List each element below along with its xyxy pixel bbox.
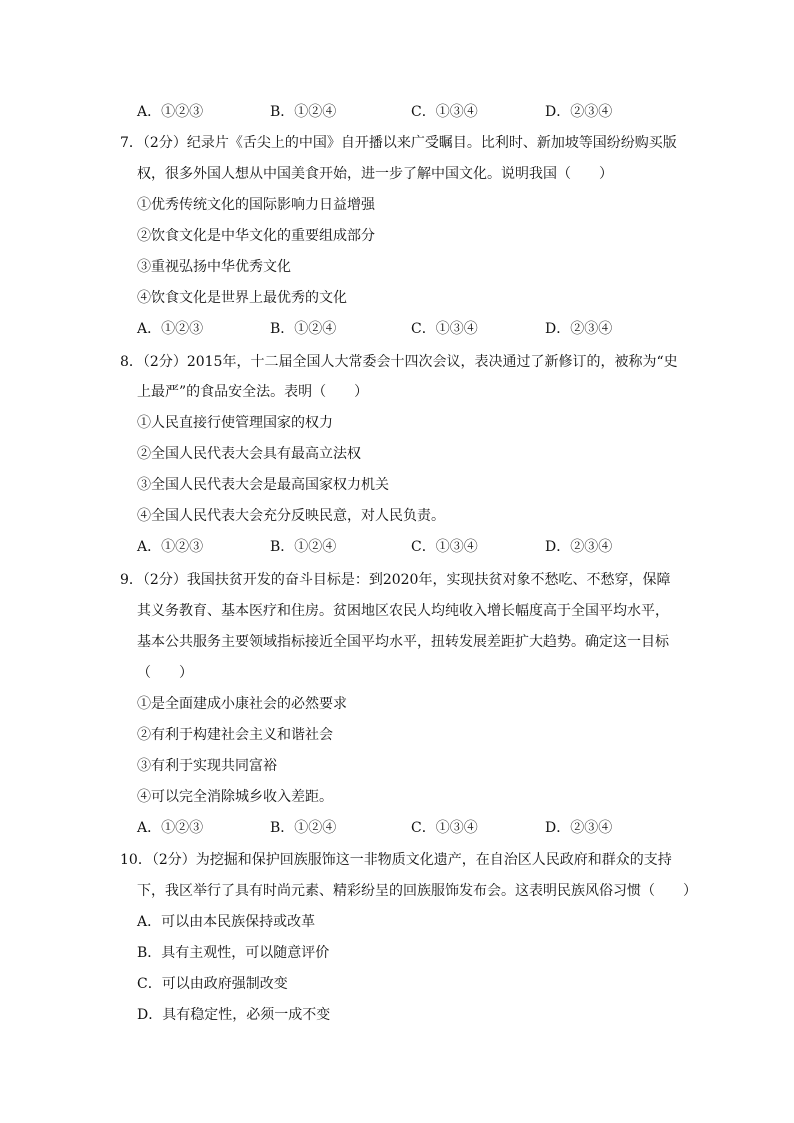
q8-statement-4: ④全国人民代表大会充分反映民意，对人民负责。 [137,508,445,524]
q10-stem-line: 10．（2分）为挖掘和保护回族服饰这一非物质文化遗产，在自治区人民政府和群众的支持 [120,852,672,868]
q7-stem-line: 权，很多外国人想从中国美食开始，进一步了解中国文化。说明我国（ ） [137,166,613,182]
q8-option-b[interactable]: B．①②④ [270,539,337,555]
q8-option-c[interactable]: C．①③④ [411,539,478,555]
q10-choice-a[interactable]: A．可以由本民族保持或改革 [137,914,316,930]
q9-options [137,818,637,838]
q9-option-c[interactable]: C．①③④ [411,820,478,836]
q7-option-b[interactable]: B．①②④ [270,321,337,337]
q10-choice-c[interactable]: C．可以由政府强制改变 [137,976,288,992]
q9-stem-line: 9．（2分）我国扶贫开发的奋斗目标是：到2020年，实现扶贫对象不愁吃、不愁穿，保障 [120,572,671,588]
q6-options [137,102,637,122]
q8-options [137,537,637,557]
q8-stem-line: 8．（2分）2015年，十二届全国人大常委会十四次会议，表决通过了新修订的，被称为“史 [120,354,678,370]
q9-statement-2: ②有利于构建社会主义和谐社会 [137,727,333,743]
q9-statement-3: ③有利于实现共同富裕 [137,758,277,774]
q9-stem-line: （ ） [137,665,193,681]
q10-choice-d[interactable]: D．具有稳定性，必须一成不变 [137,1007,331,1023]
q7-option-c[interactable]: C．①③④ [411,321,478,337]
q9-statement-4: ④可以完全消除城乡收入差距。 [137,789,333,805]
q10-choice-b[interactable]: B．具有主观性，可以随意评价 [137,945,330,961]
q7-statement-2: ②饮食文化是中华文化的重要组成部分 [137,228,375,244]
q7-option-a[interactable]: A．①②③ [137,321,204,337]
q9-stem-line: 基本公共服务主要领域指标接近全国平均水平，扭转发展差距扩大趋势。确定这一目标 [137,634,669,650]
q9-option-b[interactable]: B．①②④ [270,820,337,836]
q8-statement-3: ③全国人民代表大会是最高国家权力机关 [137,477,389,493]
q8-option-d[interactable]: D．②③④ [545,539,613,555]
q9-option-a[interactable]: A．①②③ [137,820,204,836]
q7-option-d[interactable]: D．②③④ [545,321,613,337]
q9-option-d[interactable]: D．②③④ [545,820,613,836]
q6-option-c[interactable]: C．①③④ [411,104,478,120]
q7-statement-3: ③重视弘扬中华优秀文化 [137,259,291,275]
q6-option-a[interactable]: A．①②③ [137,104,204,120]
q9-statement-1: ①是全面建成小康社会的必然要求 [137,696,347,712]
q7-statement-4: ④饮食文化是世界上最优秀的文化 [137,290,347,306]
q7-options [137,319,637,339]
q6-option-b[interactable]: B．①②④ [270,104,337,120]
q10-stem-line: 下，我区举行了具有时尚元素、精彩纷呈的回族服饰发布会。这表明民族风俗习惯（ ） [137,883,697,899]
q7-stem-line: 7．（2分）纪录片《舌尖上的中国》自开播以来广受瞩目。比利时、新加坡等国纷纷购买版 [120,135,677,151]
q8-statement-2: ②全国人民代表大会具有最高立法权 [137,446,361,462]
q8-stem-line: 上最严”的食品安全法。表明（ ） [137,384,369,400]
q8-option-a[interactable]: A．①②③ [137,539,204,555]
q8-statement-1: ①人民直接行使管理国家的权力 [137,415,333,431]
q6-option-d[interactable]: D．②③④ [545,104,613,120]
q9-stem-line: 其义务教育、基本医疗和住房。贫困地区农民人均纯收入增长幅度高于全国平均水平， [137,603,669,619]
q7-statement-1: ①优秀传统文化的国际影响力日益增强 [137,197,375,213]
